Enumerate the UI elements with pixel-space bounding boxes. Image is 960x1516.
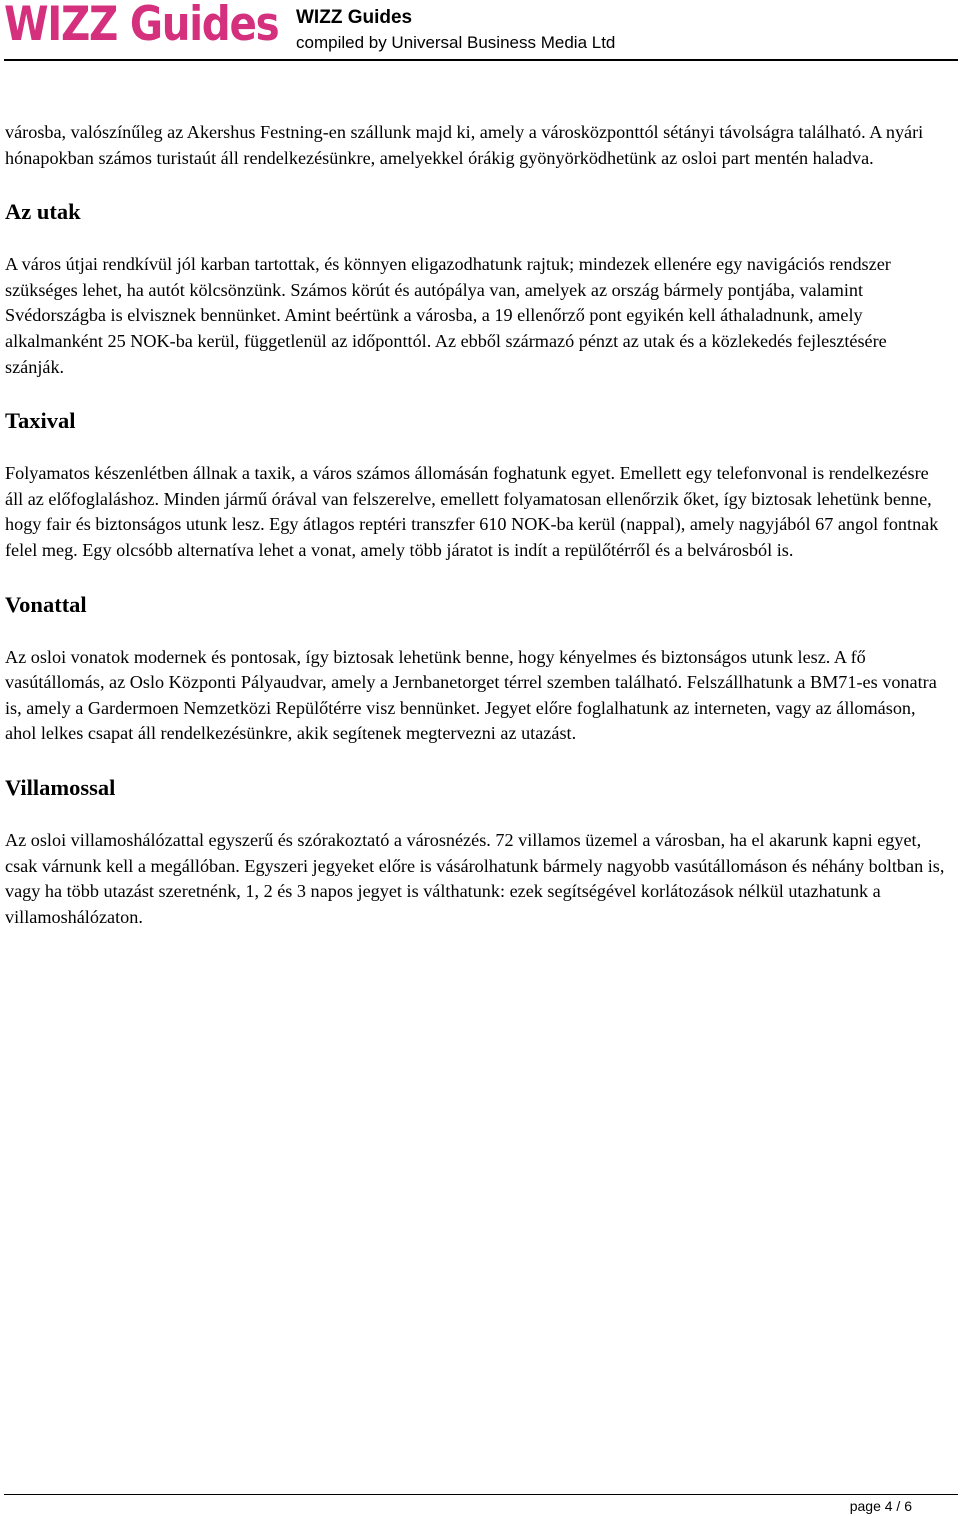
header-divider <box>4 59 958 61</box>
page-header <box>0 0 960 62</box>
section-heading-train: Vonattal <box>5 591 87 617</box>
section-heading-tram: Villamossal <box>5 774 116 800</box>
header-title: WIZZ Guides <box>296 7 413 28</box>
section-body-tram: Az osloi villamoshálózattal egyszerű és szórakoztató a városnézés. 72 villamos üzemel a városban, ha el akarunk kapni egyet, csak várnunk kell a megállóban. Egyszeri jegyeket előre is vásárolhatunk bármely nagyobb vasútállomáson és néhány boltban is, vagy ha több utazást szeretnénk, 1, 2 és 3 napos jegyet is válthatunk: ezek segítségével korlátozások nélkül utazhatunk a villamoshálózaton. <box>5 829 945 927</box>
intro-paragraph: városba, valószínűleg az Akershus Festning-en szállunk majd ki, amely a városközponttól sétányi távolságra található. A nyári hónapokban számos turistaút áll rendelkezésünkre, amelyekkel órákig gyönyörködhetünk az osloi part mentén haladva. <box>5 122 924 168</box>
section-heading-roads: Az utak <box>5 199 81 225</box>
document-body <box>5 120 945 958</box>
section-body-roads: A város útjai rendkívül jól karban tartottak, és könnyen eligazodhatunk rajtuk; mindezek ellenére egy navigációs rendszer szükséges lehet, ha autót kölcsönzünk. Számos körút és autópálya van, amelyek az ország bármely pontjába, valamint Svédországba is elvisznek bennünket. Amint beértünk a városba, a 19 ellenőrző pont egyikén kell áthaladnunk, amely alkalmanként 25 NOK-ba kerül, függetlenül az időponttól. Az ebből származó pénzt az utak és a közlekedés fejlesztésére szánják. <box>5 254 891 377</box>
section-heading-taxi: Taxival <box>5 408 76 434</box>
header-subtitle: compiled by Universal Business Media Ltd <box>296 33 616 52</box>
page-number: page 4 / 6 <box>849 1498 912 1514</box>
section-body-taxi: Folyamatos készenlétben állnak a taxik, a város számos állomásán foghatunk egyet. Emellett egy telefonvonal is rendelkezésre áll az előfoglaláshoz. Minden jármű órával van felszerelve, emellett folyamatosan ellenőrzik őket, így biztosak lehetünk benne, hogy fair és biztonságos utunk lesz. Egy átlagos reptéri transzfer 610 NOK-ba kerül (nappal), amely nagyjából 67 angol fontnak felel meg. Egy olcsóbb alternatíva lehet a vonat, amely több járatot is indít a repülőtérről és a belvárosból is. <box>5 463 939 560</box>
wizz-guides-logo: WIZZ Guides <box>4 0 279 52</box>
footer-divider <box>4 1494 958 1495</box>
section-body-train: Az osloi vonatok modernek és pontosak, így biztosak lehetünk benne, hogy kényelmes és biztonságos utunk lesz. A fő vasútállomás, az Oslo Központi Pályaudvar, amely a Jernbanetorget térrel szemben található. Felszállhatunk a BM71-es vonatra is, amely a Gardermoen Nemzetközi Repülőtérre visz bennünket. Jegyet előre foglalhatunk az interneten, vagy az állomáson, ahol lelkes csapat áll rendelkezésünkre, akik segítenek megtervezni az utazást. <box>5 646 937 744</box>
